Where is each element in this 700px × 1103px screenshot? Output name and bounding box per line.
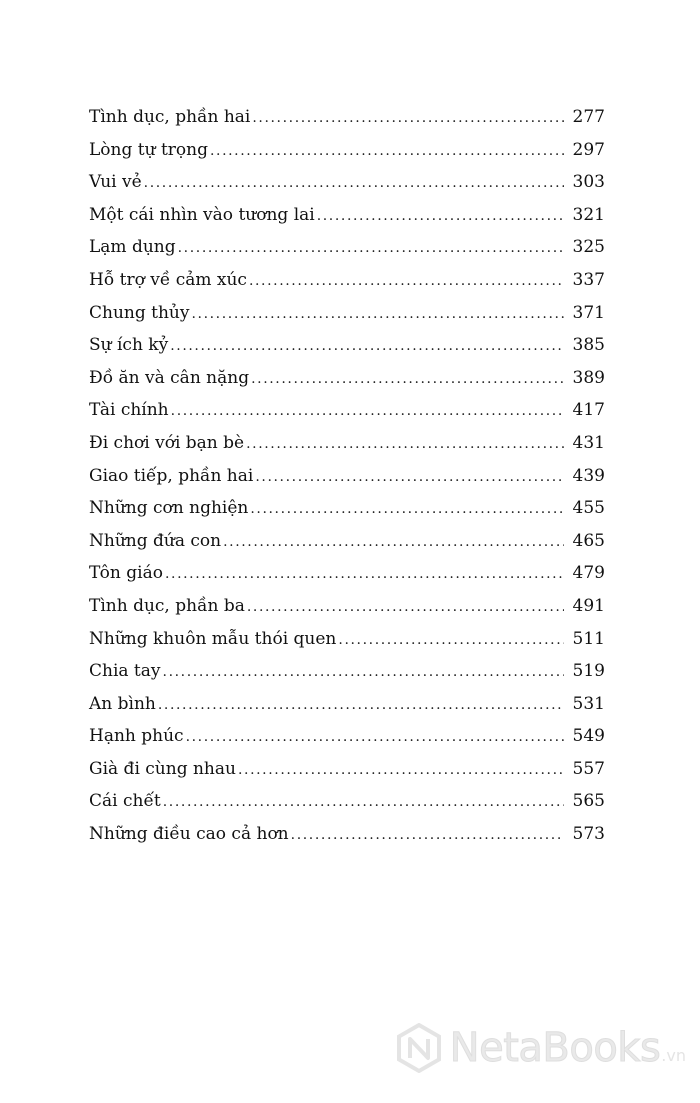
toc-entry-title: Lòng tự trọng bbox=[89, 139, 208, 160]
netabooks-logo-icon bbox=[394, 1023, 444, 1073]
toc-dot-leader bbox=[178, 232, 564, 265]
toc-entry bbox=[89, 199, 605, 232]
toc-entry-title: Hỗ trợ về cảm xúc bbox=[89, 269, 247, 290]
toc-entry-page: 321 bbox=[572, 204, 605, 225]
toc-entry-page: 479 bbox=[572, 563, 605, 584]
toc-dot-leader bbox=[223, 526, 564, 559]
toc-entry-title: Vui vẻ bbox=[89, 172, 142, 193]
toc-entry-page: 431 bbox=[572, 432, 605, 453]
toc-entry-title: Chung thủy bbox=[89, 302, 190, 323]
toc-entry-page: 371 bbox=[572, 302, 605, 323]
toc-entry-page: 573 bbox=[572, 824, 605, 845]
toc-entry-title: Những cơn nghiện bbox=[89, 498, 249, 519]
toc-entry bbox=[89, 785, 605, 818]
toc-entry bbox=[89, 329, 605, 362]
toc-dot-leader bbox=[158, 689, 564, 722]
toc-dot-leader bbox=[171, 395, 564, 428]
toc-entry-title: Hạnh phúc bbox=[89, 726, 184, 747]
toc-entry-page: 455 bbox=[572, 498, 605, 519]
toc-entry-page: 417 bbox=[572, 400, 605, 421]
toc-entry-title: Tài chính bbox=[89, 400, 169, 421]
toc-entry-title: Tình dục, phần hai bbox=[89, 107, 251, 127]
toc-entry bbox=[89, 231, 605, 264]
toc-entry bbox=[89, 101, 605, 134]
toc-entry-page: 277 bbox=[572, 107, 605, 127]
table-of-contents bbox=[89, 101, 605, 851]
toc-entry bbox=[89, 264, 605, 297]
toc-dot-leader bbox=[186, 721, 564, 754]
toc-entry-title: Tình dục, phần ba bbox=[89, 595, 245, 616]
toc-dot-leader bbox=[163, 786, 564, 819]
toc-entry-title: Một cái nhìn vào tương lai bbox=[89, 204, 315, 225]
toc-entry-page: 337 bbox=[572, 269, 605, 290]
toc-entry-page: 465 bbox=[572, 530, 605, 551]
toc-entry-page: 549 bbox=[572, 726, 605, 747]
toc-dot-leader bbox=[210, 135, 564, 168]
toc-dot-leader bbox=[247, 591, 564, 624]
toc-entry-page: 297 bbox=[572, 139, 605, 160]
toc-entry-title: Những khuôn mẫu thói quen bbox=[89, 628, 337, 649]
toc-entry bbox=[89, 362, 605, 395]
toc-dot-leader bbox=[255, 461, 564, 494]
toc-dot-leader bbox=[144, 167, 564, 200]
toc-entry-title: Sự ích kỷ bbox=[89, 335, 169, 356]
toc-entry-page: 491 bbox=[572, 595, 605, 616]
watermark-text: NetaBooks bbox=[449, 1025, 661, 1071]
toc-entry-page: 325 bbox=[572, 237, 605, 258]
toc-entry bbox=[89, 297, 605, 330]
toc-entry-page: 557 bbox=[572, 758, 605, 779]
toc-dot-leader bbox=[251, 363, 564, 396]
toc-entry-title: Tôn giáo bbox=[89, 563, 163, 584]
toc-entry bbox=[89, 557, 605, 590]
toc-entry bbox=[89, 394, 605, 427]
toc-dot-leader bbox=[317, 200, 564, 233]
toc-entry bbox=[89, 753, 605, 786]
toc-entry-title: Già đi cùng nhau bbox=[89, 758, 236, 779]
toc-entry-page: 511 bbox=[572, 628, 605, 649]
toc-entry-page: 519 bbox=[572, 661, 605, 682]
toc-entry bbox=[89, 525, 605, 558]
toc-entry-page: 565 bbox=[572, 791, 605, 812]
toc-dot-leader bbox=[249, 265, 564, 298]
toc-entry-page: 439 bbox=[572, 465, 605, 486]
toc-entry-title: Những điều cao cả hơn bbox=[89, 824, 289, 845]
toc-entry bbox=[89, 590, 605, 623]
toc-dot-leader bbox=[191, 298, 564, 331]
toc-entry-title: An bình bbox=[89, 693, 156, 714]
toc-dot-leader bbox=[250, 493, 564, 526]
toc-entry bbox=[89, 460, 605, 493]
toc-entry-title: Đồ ăn và cân nặng bbox=[89, 367, 250, 388]
toc-entry-page: 385 bbox=[572, 335, 605, 356]
toc-entry-title: Những đứa con bbox=[89, 530, 222, 551]
toc-dot-leader bbox=[338, 624, 564, 657]
toc-entry bbox=[89, 134, 605, 167]
toc-entry bbox=[89, 427, 605, 460]
toc-entry bbox=[89, 492, 605, 525]
toc-dot-leader bbox=[165, 558, 564, 591]
toc-entry-title: Giao tiếp, phần hai bbox=[89, 465, 254, 486]
toc-entry-page: 389 bbox=[572, 367, 605, 388]
toc-dot-leader bbox=[163, 656, 564, 689]
toc-dot-leader bbox=[291, 819, 564, 852]
toc-entry-page: 303 bbox=[572, 172, 605, 193]
toc-entry bbox=[89, 166, 605, 199]
toc-dot-leader bbox=[252, 102, 564, 135]
toc-entry bbox=[89, 655, 605, 688]
toc-entry-title: Đi chơi với bạn bè bbox=[89, 432, 245, 453]
toc-entry bbox=[89, 818, 605, 851]
toc-dot-leader bbox=[238, 754, 564, 787]
toc-dot-leader bbox=[170, 330, 564, 363]
toc-entry-page: 531 bbox=[572, 693, 605, 714]
toc-dot-leader bbox=[246, 428, 564, 461]
watermark-suffix: .vn bbox=[661, 1046, 686, 1065]
toc-entry bbox=[89, 720, 605, 753]
toc-entry-title: Cái chết bbox=[89, 791, 161, 812]
netabooks-watermark bbox=[394, 1023, 686, 1073]
toc-entry bbox=[89, 688, 605, 721]
toc-entry-title: Chia tay bbox=[89, 661, 161, 682]
toc-entry-title: Lạm dụng bbox=[89, 237, 176, 258]
toc-entry bbox=[89, 623, 605, 656]
